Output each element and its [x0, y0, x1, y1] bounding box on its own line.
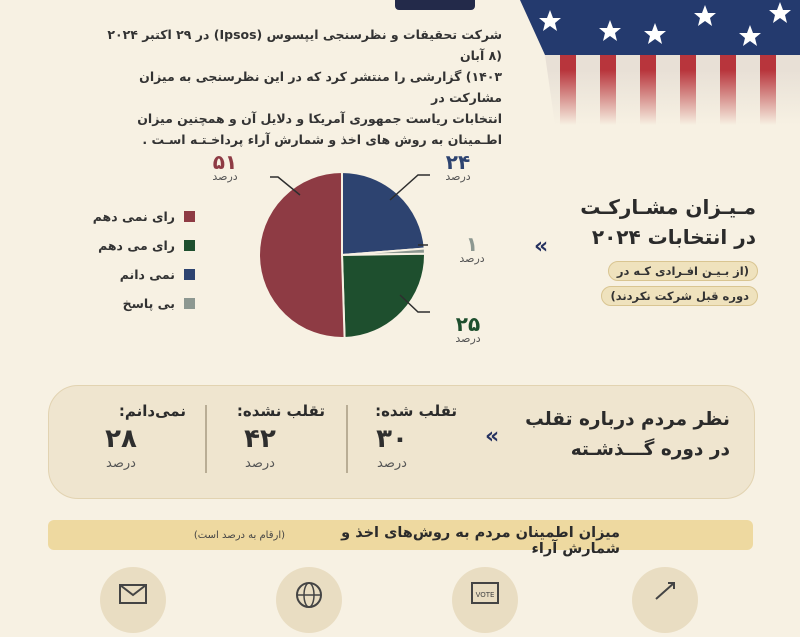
pie-slice [342, 172, 425, 255]
stat-fraud-unknown [66, 402, 186, 471]
legend-label: رای نمی دهم [92, 209, 175, 224]
legend-swatch [184, 298, 195, 309]
divider [205, 405, 207, 473]
pie-label-24 [438, 150, 478, 183]
hand-ballot-icon [632, 567, 698, 633]
chart-legend [55, 202, 195, 318]
fraud-title-line: در دوره گـــذشـته [570, 439, 730, 460]
trust-note: (ارقام به درصد است) [193, 530, 285, 541]
mail-ballot-icon [100, 567, 166, 633]
stat-value: ۲۸ [105, 424, 137, 454]
double-chevron-left-icon: « [534, 234, 549, 259]
pie-slice [259, 172, 345, 338]
stat-unit: درصد [106, 456, 136, 471]
intro-line: انتخابات ریاست جمهوری آمریکا و دلایل آن و همچنین میزان [137, 111, 502, 126]
legend-label: رای می دهم [98, 238, 175, 253]
stat-fraud-yes [337, 402, 457, 471]
fraud-title-line: نظر مردم درباره تقلب [525, 409, 730, 430]
participation-title-line: مـیـزان مشـارکـت [580, 195, 756, 219]
pie-value: ۵۱ [212, 150, 238, 174]
intro-line: شرکت تحقیقات و نظرسنجی ایپسوس (Ipsos) در ۲۹ اکتبر ۲۰۲۴ (۸ آبان [107, 27, 502, 63]
svg-text:VOTE: VOTE [475, 591, 495, 599]
legend-item [55, 202, 195, 231]
pie-value: ۱ [465, 232, 479, 256]
participation-pie-chart [240, 150, 540, 360]
stat-fraud-no [205, 402, 325, 471]
participation-title-line: در انتخابات ۲۰۲۴ [591, 225, 756, 249]
pie-value: ۲۵ [455, 312, 481, 336]
stat-label: تقلب نشده: [236, 402, 325, 420]
stat-label: تقلب شده: [375, 402, 457, 420]
pie-label-1 [452, 232, 492, 265]
double-chevron-left-icon: « [485, 424, 500, 449]
stat-unit: درصد [377, 456, 407, 471]
participation-subtitle [588, 260, 758, 310]
vote-box-icon [452, 567, 518, 633]
legend-swatch [184, 211, 195, 222]
legend-item [55, 231, 195, 260]
title-strip [395, 0, 475, 10]
legend-item [55, 289, 195, 318]
participation-subtitle-line: دوره قبل شرکت نکردند) [601, 286, 758, 306]
participation-title [566, 192, 756, 252]
intro-paragraph [92, 24, 502, 150]
legend-swatch [184, 269, 195, 280]
pie-slice [342, 254, 425, 338]
participation-subtitle-line: (از بـیـن افـرادی کـه در [608, 261, 758, 281]
stat-value: ۴۲ [244, 424, 276, 454]
ballot-box-illustration [515, 0, 800, 125]
divider [346, 405, 348, 473]
legend-swatch [184, 240, 195, 251]
intro-line: ۱۴۰۳) گزارشی را منتشر کرد که در این نظرسنجی به میزان مشارکت در [139, 69, 502, 105]
trust-title: میزان اطمینان مردم به روش‌های اخذ و شمارش آراء [341, 525, 620, 557]
pie-label-25 [448, 312, 488, 345]
intro-line: اطـمینان به روش های اخذ و شمارش آراء پرداخـتـه اسـت . [142, 132, 502, 147]
pie-unit: درصد [455, 332, 481, 345]
pie-label-51 [205, 150, 245, 183]
online-globe-icon [276, 567, 342, 633]
pie-unit: درصد [445, 170, 471, 183]
stat-value: ۳۰ [376, 424, 408, 454]
pie-unit: درصد [212, 170, 238, 183]
stat-unit: درصد [245, 456, 275, 471]
fraud-title [520, 405, 730, 465]
pie-unit: درصد [459, 252, 485, 265]
pie-value: ۲۴ [445, 150, 471, 174]
legend-label: نمی دانم [119, 267, 175, 282]
stat-label: نمی‌دانم: [118, 402, 186, 420]
legend-item [55, 260, 195, 289]
legend-label: بی پاسخ [122, 296, 175, 311]
